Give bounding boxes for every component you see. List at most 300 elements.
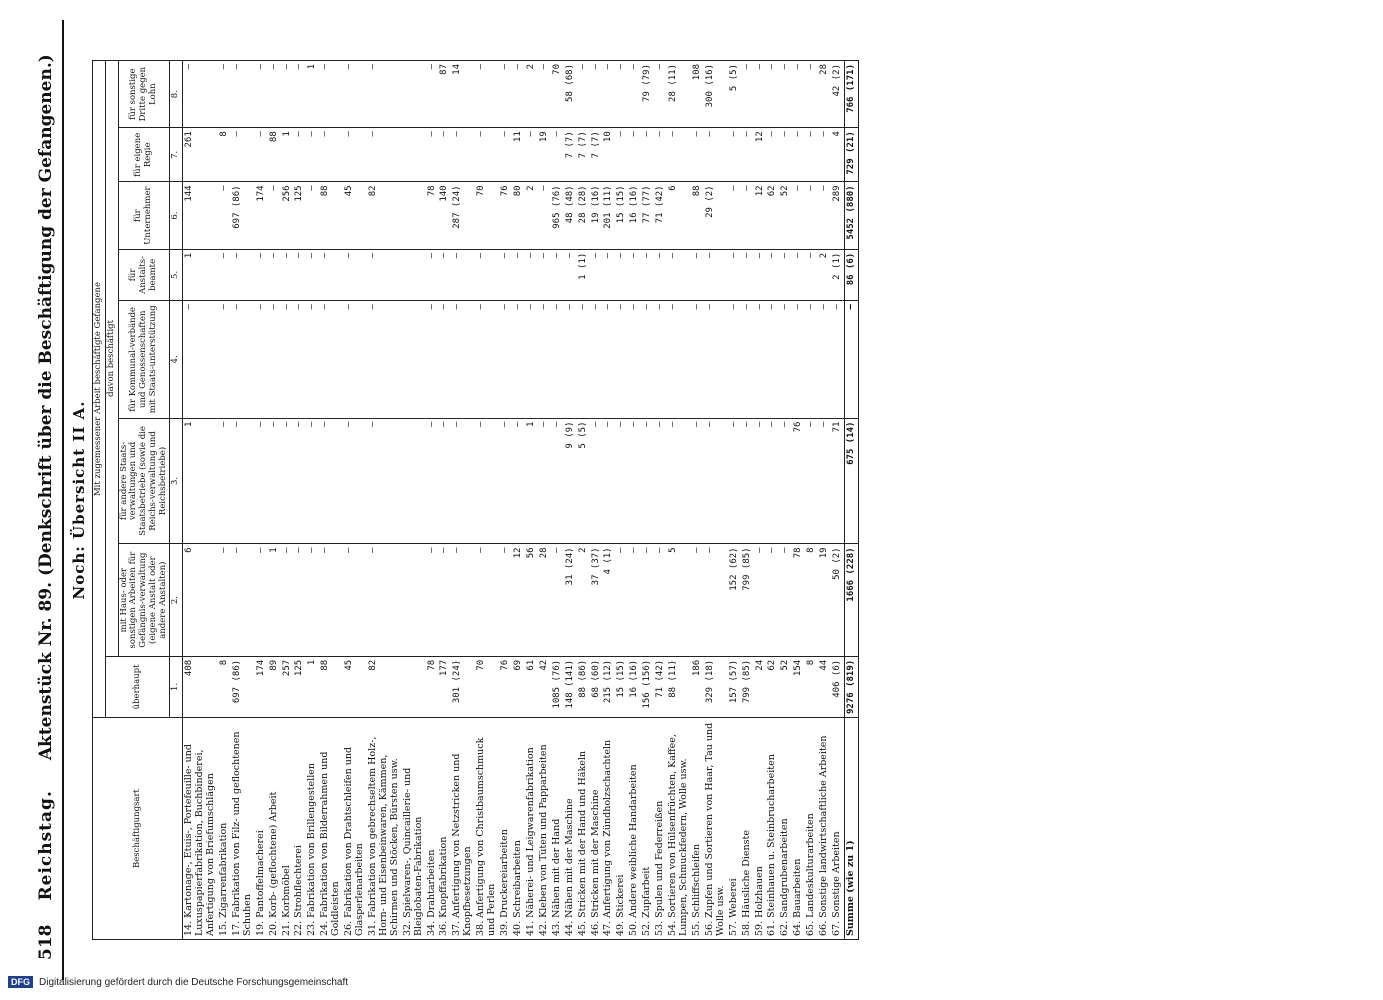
- group-top-header: Mit zugemessener Arbeit beschäftigte Gefangene: [93, 61, 106, 718]
- row-value: 19: [538, 128, 551, 182]
- total-value: 675 (14): [844, 418, 858, 544]
- total-value: 766 (171): [844, 61, 858, 128]
- row-value: 406 (6): [831, 656, 844, 717]
- row-value: —: [268, 418, 281, 544]
- row-value: —: [704, 249, 728, 300]
- row-value: —: [602, 418, 615, 544]
- table-row: [551, 61, 564, 940]
- row-value: —: [293, 418, 306, 544]
- row-value: —: [667, 418, 691, 544]
- row-value: —: [255, 61, 268, 128]
- row-value: 799 (85): [741, 544, 754, 656]
- row-value: 19: [818, 544, 831, 656]
- row-value: 215 (12): [602, 656, 615, 717]
- column-number: 8.: [170, 61, 183, 128]
- row-value: —: [741, 301, 754, 419]
- row-value: 88 (86): [577, 656, 590, 717]
- row-value: —: [641, 418, 654, 544]
- row-value: —: [367, 61, 402, 128]
- row-value: —: [704, 418, 728, 544]
- row-value: —: [754, 61, 767, 128]
- row-value: 140: [438, 182, 451, 249]
- row-value: 29 (2): [704, 182, 728, 249]
- row-value: —: [654, 301, 667, 419]
- row-value: 88: [691, 182, 704, 249]
- row-value: 28 (11): [667, 61, 691, 128]
- row-value: —: [779, 418, 792, 544]
- row-value: —: [306, 128, 319, 182]
- row-label: 21. Korbmöbel: [281, 718, 294, 940]
- col8-header: für sonstige Dritte gegen Lohn: [118, 61, 170, 128]
- row-value: —: [218, 182, 231, 249]
- row-value: 300 (16): [704, 61, 728, 128]
- table-row: [792, 61, 805, 940]
- row-value: 28: [538, 544, 551, 656]
- row-value: 56: [525, 544, 538, 656]
- row-value: —: [306, 182, 319, 249]
- row-value: —: [766, 128, 779, 182]
- table-row: [728, 61, 741, 940]
- row-value: —: [818, 301, 831, 419]
- column-number: 2.: [170, 544, 183, 656]
- row-label: 22. Strohflechterei: [293, 718, 306, 940]
- row-value: —: [654, 249, 667, 300]
- table-row: [590, 61, 603, 940]
- row-value: —: [831, 301, 844, 419]
- row-value: —: [551, 544, 564, 656]
- row-value: —: [343, 61, 367, 128]
- row-value: —: [741, 61, 754, 128]
- row-label: 17. Fabrikation von Filz- und geflochtenen Schuhen: [231, 718, 255, 940]
- row-value: 5 (5): [577, 418, 590, 544]
- row-value: 44: [818, 656, 831, 717]
- row-value: —: [667, 128, 691, 182]
- row-value: 152 (62): [728, 544, 741, 656]
- row-label: 64. Bauarbeiten: [792, 718, 805, 940]
- row-label: 57. Weberei: [728, 718, 741, 940]
- row-label: 37. Anfertigung von Netzstricken und Knopfbesetzungen: [451, 718, 475, 940]
- dfg-credit: [8, 976, 348, 988]
- row-value: [402, 418, 426, 544]
- row-label: 34. Drahtarbeiten: [426, 718, 439, 940]
- row-value: —: [343, 128, 367, 182]
- row-value: —: [590, 418, 603, 544]
- row-label: 38. Anfertigung von Christbaumschmuck und Perlen: [475, 718, 499, 940]
- row-value: —: [499, 249, 512, 300]
- row-value: —: [343, 249, 367, 300]
- row-value: —: [367, 128, 402, 182]
- row-label: 55. Schliffschleifen: [691, 718, 704, 940]
- row-value: 78: [426, 182, 439, 249]
- row-value: 50 (2): [831, 544, 844, 656]
- row-value: 329 (18): [704, 656, 728, 717]
- row-value: 8: [805, 656, 818, 717]
- document-title: Aktenstück Nr. 89. (Denkschrift über die Beschäftigung der Gefangenen.): [36, 54, 56, 761]
- row-value: —: [641, 128, 654, 182]
- table-row: [538, 61, 551, 940]
- col5-header: für Anstalts-beamte: [118, 249, 170, 300]
- table-row: [805, 61, 818, 940]
- row-label: 39. Druckereiarbeiten: [499, 718, 512, 940]
- row-value: 11: [512, 128, 525, 182]
- row-value: —: [475, 249, 499, 300]
- row-label: 40. Schreibarbeiten: [512, 718, 525, 940]
- row-value: —: [641, 301, 654, 419]
- row-value: —: [766, 301, 779, 419]
- total-row: [844, 61, 858, 940]
- row-value: —: [754, 544, 767, 656]
- row-value: —: [805, 128, 818, 182]
- row-value: —: [268, 249, 281, 300]
- row-value: 301 (24): [451, 656, 475, 717]
- row-value: 256: [281, 182, 294, 249]
- row-value: —: [654, 544, 667, 656]
- row-value: 62: [766, 656, 779, 717]
- table-row: [766, 61, 779, 940]
- row-value: —: [319, 544, 343, 656]
- row-value: 174: [255, 182, 268, 249]
- row-value: —: [438, 544, 451, 656]
- row-value: —: [818, 182, 831, 249]
- row-value: —: [367, 544, 402, 656]
- row-value: —: [728, 128, 741, 182]
- row-value: 16 (16): [628, 182, 641, 249]
- row-value: 52: [779, 656, 792, 717]
- row-label: 47. Anfertigung von Zündholzschachteln: [602, 718, 615, 940]
- col4-header: für Kommunal-verbände und Genossenschaften mit Staats-unterstützung: [118, 301, 170, 419]
- row-value: —: [779, 249, 792, 300]
- row-value: 52: [779, 182, 792, 249]
- row-value: —: [766, 249, 779, 300]
- row-label: 24. Fabrikation von Bilderrahmen und Goldleisten: [319, 718, 343, 940]
- row-value: 6: [183, 544, 218, 656]
- row-value: —: [590, 301, 603, 419]
- row-value: 14: [451, 61, 475, 128]
- row-value: 71: [831, 418, 844, 544]
- row-value: —: [218, 544, 231, 656]
- row-value: —: [218, 249, 231, 300]
- row-value: —: [615, 249, 628, 300]
- row-value: 45: [343, 182, 367, 249]
- row-value: —: [512, 249, 525, 300]
- row-value: 289: [831, 182, 844, 249]
- row-value: —: [602, 249, 615, 300]
- column-number: 4.: [170, 301, 183, 419]
- row-value: —: [499, 418, 512, 544]
- table-row: [499, 61, 512, 940]
- row-value: 7 (7): [577, 128, 590, 182]
- row-value: —: [628, 249, 641, 300]
- table-row: [754, 61, 767, 940]
- col-label-header: Beschäftigungsart: [93, 718, 183, 940]
- row-label: 50. Andere weibliche Handarbeiten: [628, 718, 641, 940]
- row-value: —: [231, 249, 255, 300]
- row-value: 177: [438, 656, 451, 717]
- row-value: —: [691, 418, 704, 544]
- row-value: —: [218, 418, 231, 544]
- row-value: —: [754, 301, 767, 419]
- row-value: —: [728, 249, 741, 300]
- row-value: 87: [438, 61, 451, 128]
- row-value: 19 (16): [590, 182, 603, 249]
- row-value: 88: [319, 182, 343, 249]
- row-label: 66. Sonstige landwirtschaftliche Arbeiten: [818, 718, 831, 940]
- row-value: —: [475, 418, 499, 544]
- row-value: —: [538, 61, 551, 128]
- row-value: [402, 544, 426, 656]
- row-value: —: [438, 128, 451, 182]
- row-value: 148 (141): [564, 656, 577, 717]
- row-value: —: [704, 128, 728, 182]
- row-value: —: [577, 301, 590, 419]
- row-label: 44. Nähen mit der Maschine: [564, 718, 577, 940]
- row-value: 1: [183, 249, 218, 300]
- row-value: 1: [525, 418, 538, 544]
- table-row: [218, 61, 231, 940]
- row-value: —: [728, 301, 741, 419]
- row-value: —: [438, 249, 451, 300]
- row-label: 31. Fabrikation von gebrechseltem Holz-, Horn- und Eisenbeinwaren, Kämmen, Schirmen und Stöcken, Bürsten usw.: [367, 718, 402, 940]
- row-value: —: [218, 61, 231, 128]
- total-value: 1666 (228): [844, 544, 858, 656]
- row-value: 24: [754, 656, 767, 717]
- row-value: —: [306, 418, 319, 544]
- row-value: 37 (37): [590, 544, 603, 656]
- row-value: —: [615, 128, 628, 182]
- table-row: [525, 61, 538, 940]
- row-value: —: [654, 61, 667, 128]
- total-value: 729 (21): [844, 128, 858, 182]
- row-value: 2: [577, 544, 590, 656]
- column-number: 6.: [170, 182, 183, 249]
- row-value: —: [628, 128, 641, 182]
- row-value: —: [766, 418, 779, 544]
- row-value: 2 (1): [831, 249, 844, 300]
- table-row: [231, 61, 255, 940]
- row-value: 4 (1): [602, 544, 615, 656]
- row-value: —: [691, 128, 704, 182]
- row-value: —: [306, 249, 319, 300]
- row-value: 78: [792, 544, 805, 656]
- row-value: —: [367, 301, 402, 419]
- table-row: [367, 61, 402, 940]
- row-value: —: [602, 301, 615, 419]
- row-value: 31 (24): [564, 544, 577, 656]
- table-row: [641, 61, 654, 940]
- row-value: —: [792, 61, 805, 128]
- row-value: —: [319, 128, 343, 182]
- row-value: —: [792, 182, 805, 249]
- row-value: —: [615, 544, 628, 656]
- row-value: —: [792, 249, 805, 300]
- row-value: —: [343, 418, 367, 544]
- row-value: 70: [551, 61, 564, 128]
- row-value: —: [451, 128, 475, 182]
- row-value: 154: [792, 656, 805, 717]
- row-value: —: [512, 418, 525, 544]
- table-row: [475, 61, 499, 940]
- table-row: [512, 61, 525, 940]
- table-row: [268, 61, 281, 940]
- row-value: —: [538, 249, 551, 300]
- row-value: —: [641, 544, 654, 656]
- row-value: —: [281, 544, 294, 656]
- row-value: —: [218, 301, 231, 419]
- col-overall-header: überhaupt: [105, 656, 170, 717]
- row-value: —: [691, 249, 704, 300]
- row-value: —: [306, 544, 319, 656]
- row-value: —: [805, 61, 818, 128]
- row-value: 12: [754, 182, 767, 249]
- dfg-logo: DFG: [8, 976, 33, 988]
- row-value: —: [691, 544, 704, 656]
- row-value: —: [255, 418, 268, 544]
- total-value: 9276 (819): [844, 656, 858, 717]
- row-value: 15 (15): [615, 656, 628, 717]
- table-subtitle: Noch: Übersicht II A.: [70, 400, 88, 600]
- row-value: —: [577, 61, 590, 128]
- row-value: —: [741, 418, 754, 544]
- row-value: 28: [818, 61, 831, 128]
- row-value: —: [805, 182, 818, 249]
- table-row: [402, 61, 426, 940]
- row-label: 45. Stricken mit der Hand und Häkeln: [577, 718, 590, 940]
- row-value: 89: [268, 656, 281, 717]
- row-label: 53. Spulen und Federreißen: [654, 718, 667, 940]
- row-value: —: [538, 418, 551, 544]
- table-row: [319, 61, 343, 940]
- row-value: —: [438, 301, 451, 419]
- row-value: 5 (5): [728, 61, 741, 128]
- row-label: 62. Sandgrubenarbeiten: [779, 718, 792, 940]
- page-number: 518: [36, 924, 56, 960]
- table-row: [818, 61, 831, 940]
- row-value: —: [525, 301, 538, 419]
- total-label: Summe (wie zu 1): [844, 718, 858, 940]
- row-value: 79 (79): [641, 61, 654, 128]
- row-value: 287 (24): [451, 182, 475, 249]
- row-value: —: [779, 128, 792, 182]
- row-value: —: [293, 544, 306, 656]
- row-label: 46. Stricken mit der Maschine: [590, 718, 603, 940]
- row-value: —: [667, 249, 691, 300]
- row-value: 82: [367, 656, 402, 717]
- row-value: —: [564, 249, 577, 300]
- row-label: 14. Kartonage-, Etuis-, Portefeuille- und Luxuspapierfabrikation, Buchbinderei, Anfertigung von Briefumschlägen: [183, 718, 218, 940]
- row-value: 965 (76): [551, 182, 564, 249]
- row-value: —: [590, 249, 603, 300]
- row-value: [402, 128, 426, 182]
- dfg-text: Digitalisierung gefördert durch die Deutsche Forschungsgemeinschaft: [39, 976, 349, 988]
- row-label: 32. Spielwaren-, Quincaillerie- und Bleiglobaten-Fabrikation: [402, 718, 426, 940]
- row-value: 71 (42): [654, 182, 667, 249]
- row-value: —: [255, 301, 268, 419]
- total-value: —: [844, 301, 858, 419]
- row-label: 23. Fabrikation von Brillengestellen: [306, 718, 319, 940]
- row-value: —: [628, 301, 641, 419]
- row-value: —: [231, 61, 255, 128]
- row-value: —: [183, 301, 218, 419]
- row-value: —: [268, 61, 281, 128]
- table-row: [615, 61, 628, 940]
- row-value: —: [551, 249, 564, 300]
- row-value: —: [499, 544, 512, 656]
- table-row: [183, 61, 218, 940]
- row-label: 61. Steinhauen u. Steinbrucharbeiten: [766, 718, 779, 940]
- row-label: 42. Kleben von Tüten und Papparbeiten: [538, 718, 551, 940]
- row-value: —: [641, 249, 654, 300]
- row-value: 76: [792, 418, 805, 544]
- row-value: —: [231, 128, 255, 182]
- row-value: 174: [255, 656, 268, 717]
- row-value: [402, 249, 426, 300]
- row-value: —: [451, 544, 475, 656]
- row-value: 12: [754, 128, 767, 182]
- row-value: —: [293, 128, 306, 182]
- table-row: [343, 61, 367, 940]
- row-value: —: [255, 544, 268, 656]
- row-value: 8: [218, 128, 231, 182]
- row-value: 2: [525, 61, 538, 128]
- row-value: 70: [475, 182, 499, 249]
- row-value: 1: [306, 656, 319, 717]
- row-value: —: [615, 301, 628, 419]
- row-value: —: [367, 418, 402, 544]
- row-value: —: [293, 301, 306, 419]
- row-value: 1085 (76): [551, 656, 564, 717]
- col6-header: für Unternehmer: [118, 182, 170, 249]
- row-value: —: [538, 301, 551, 419]
- row-value: —: [306, 301, 319, 419]
- row-label: 65. Landeskulturarbeiten: [805, 718, 818, 940]
- row-value: 408: [183, 656, 218, 717]
- row-value: —: [818, 128, 831, 182]
- row-value: —: [499, 301, 512, 419]
- column-number: 5.: [170, 249, 183, 300]
- row-value: 71 (42): [654, 656, 667, 717]
- row-value: 42: [538, 656, 551, 717]
- row-value: 201 (11): [602, 182, 615, 249]
- row-value: 261: [183, 128, 218, 182]
- table-row: [281, 61, 294, 940]
- total-value: 86 (6): [844, 249, 858, 300]
- row-value: —: [475, 128, 499, 182]
- row-value: —: [551, 418, 564, 544]
- row-value: 9 (9): [564, 418, 577, 544]
- row-value: —: [426, 249, 439, 300]
- row-value: [402, 61, 426, 128]
- statistics-table: [92, 60, 859, 940]
- table-row: [451, 61, 475, 940]
- row-value: 76: [499, 182, 512, 249]
- row-label: 67. Sonstige Arbeiten: [831, 718, 844, 940]
- row-value: 48 (48): [564, 182, 577, 249]
- table-row: [654, 61, 667, 940]
- row-value: —: [281, 418, 294, 544]
- row-value: 2: [525, 182, 538, 249]
- row-value: 28 (28): [577, 182, 590, 249]
- row-value: —: [183, 61, 218, 128]
- table-row: [306, 61, 319, 940]
- row-value: 77 (77): [641, 182, 654, 249]
- row-value: —: [602, 61, 615, 128]
- table-row: [691, 61, 704, 940]
- row-value: —: [741, 128, 754, 182]
- table-row: [667, 61, 691, 940]
- column-number: 1.: [170, 656, 183, 717]
- table-row: [779, 61, 792, 940]
- row-value: 4: [831, 128, 844, 182]
